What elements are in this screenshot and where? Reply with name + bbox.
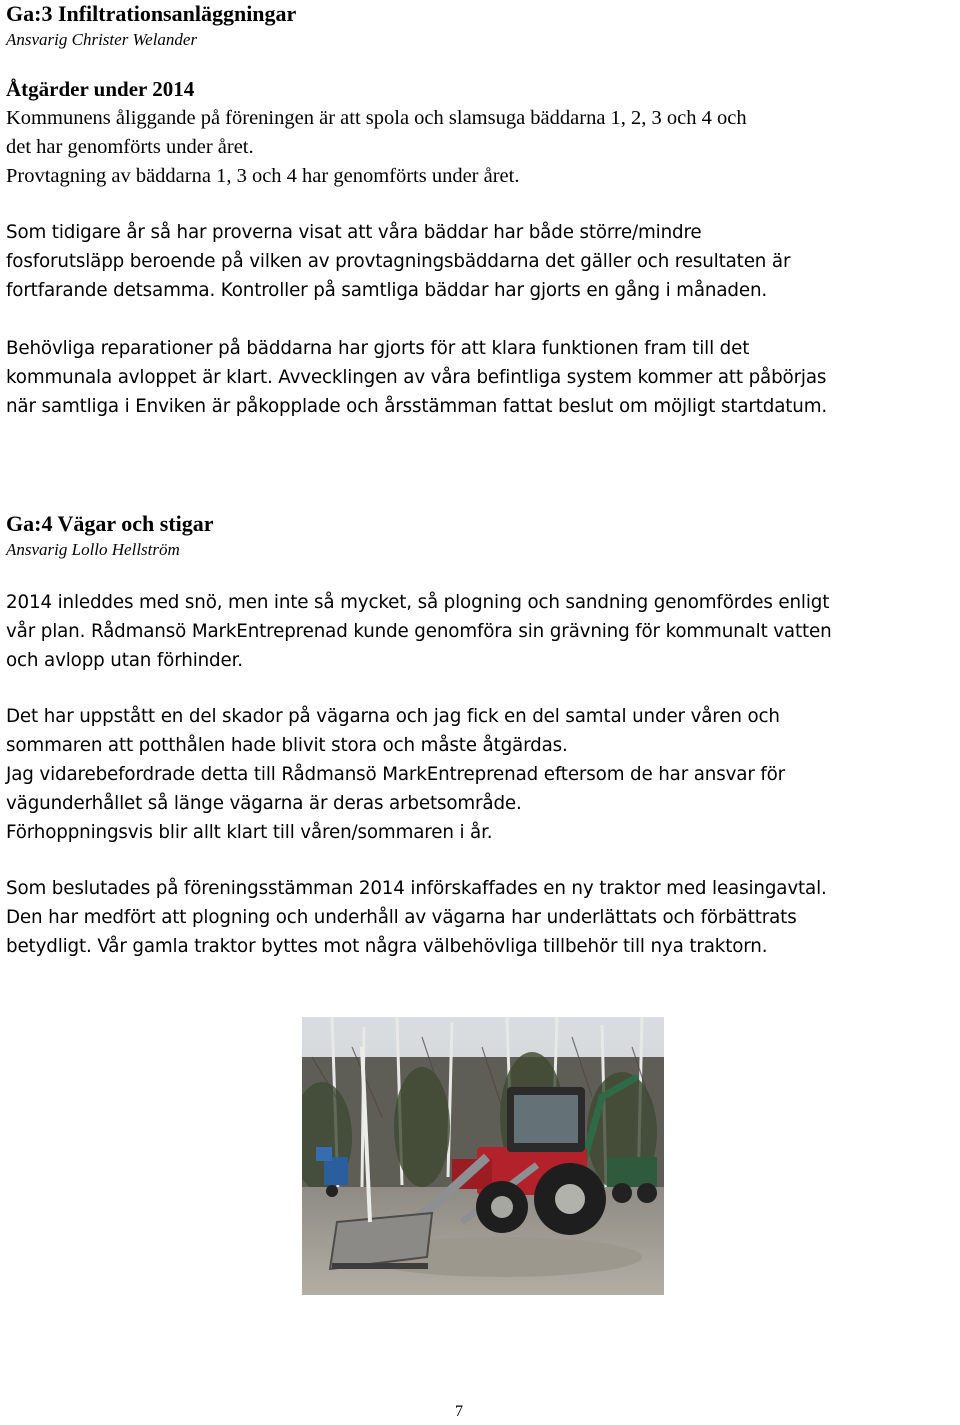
intro-line: det har genomförts under året. — [6, 136, 254, 158]
paragraph-line: 2014 inleddes med snö, men inte så mycket, så plogning och sandning genomfördes enligt — [6, 592, 830, 613]
paragraph-line: sommaren att potthålen hade blivit stora och måste åtgärdas. — [6, 735, 568, 756]
paragraph-line: fosforutsläpp beroende på vilken av provtagningsbäddarna det gäller och resultaten är — [6, 251, 791, 272]
tractor-illustration — [302, 1017, 664, 1295]
paragraph-line: Som tidigare år så har proverna visat att våra bäddar har både större/mindre — [6, 222, 702, 243]
intro-line: Kommunens åliggande på föreningen är att spola och slamsuga bäddarna 1, 2, 3 och 4 och — [6, 107, 747, 129]
page-number: 7 — [455, 1403, 463, 1420]
paragraph-line: betydligt. Vår gamla traktor byttes mot några välbehövliga tillbehör till nya traktorn. — [6, 936, 768, 957]
paragraph-line: vägunderhållet så länge vägarna är deras arbetsområde. — [6, 793, 522, 814]
paragraph-line: och avlopp utan förhinder. — [6, 650, 243, 671]
paragraph-line: fortfarande detsamma. Kontroller på samtliga bäddar har gjorts en gång i månaden. — [6, 280, 768, 301]
section-title-ga4: Ga:4 Vägar och stigar — [6, 511, 214, 536]
section-title-ga3: Ga:3 Infiltrationsanläggningar — [6, 1, 297, 26]
paragraph-line: när samtliga i Enviken är påkopplade och årsstämman fattat beslut om möjligt startdatum. — [6, 396, 828, 417]
paragraph-line: kommunala avloppet är klart. Avvecklingen av våra befintliga system kommer att påbörjas — [6, 367, 827, 388]
subheading-actions-2014: Åtgärder under 2014 — [6, 77, 195, 101]
paragraph-line: Förhoppningsvis blir allt klart till våren/sommaren i år. — [6, 822, 493, 843]
paragraph-line: Behövliga reparationer på bäddarna har gjorts för att klara funktionen fram till det — [6, 338, 750, 359]
responsible-ga3: Ansvarig Christer Welander — [6, 30, 198, 49]
responsible-ga4: Ansvarig Lollo Hellström — [6, 540, 180, 559]
paragraph-line: Jag vidarebefordrade detta till Rådmansö MarkEntreprenad eftersom de har ansvar för — [6, 764, 786, 785]
paragraph-line: Som beslutades på föreningsstämman 2014 införskaffades en ny traktor med leasingavtal. — [6, 878, 827, 899]
paragraph-line: Den har medfört att plogning och underhåll av vägarna har underlättats och förbättrats — [6, 907, 797, 928]
paragraph-line: vår plan. Rådmansö MarkEntreprenad kunde genomföra sin grävning för kommunalt vatten — [6, 621, 832, 642]
sampling-line: Provtagning av bäddarna 1, 3 och 4 har genomförts under året. — [6, 165, 520, 187]
paragraph-line: Det har uppstått en del skador på vägarna och jag fick en del samtal under våren och — [6, 706, 780, 727]
tractor-photo — [302, 1017, 664, 1295]
